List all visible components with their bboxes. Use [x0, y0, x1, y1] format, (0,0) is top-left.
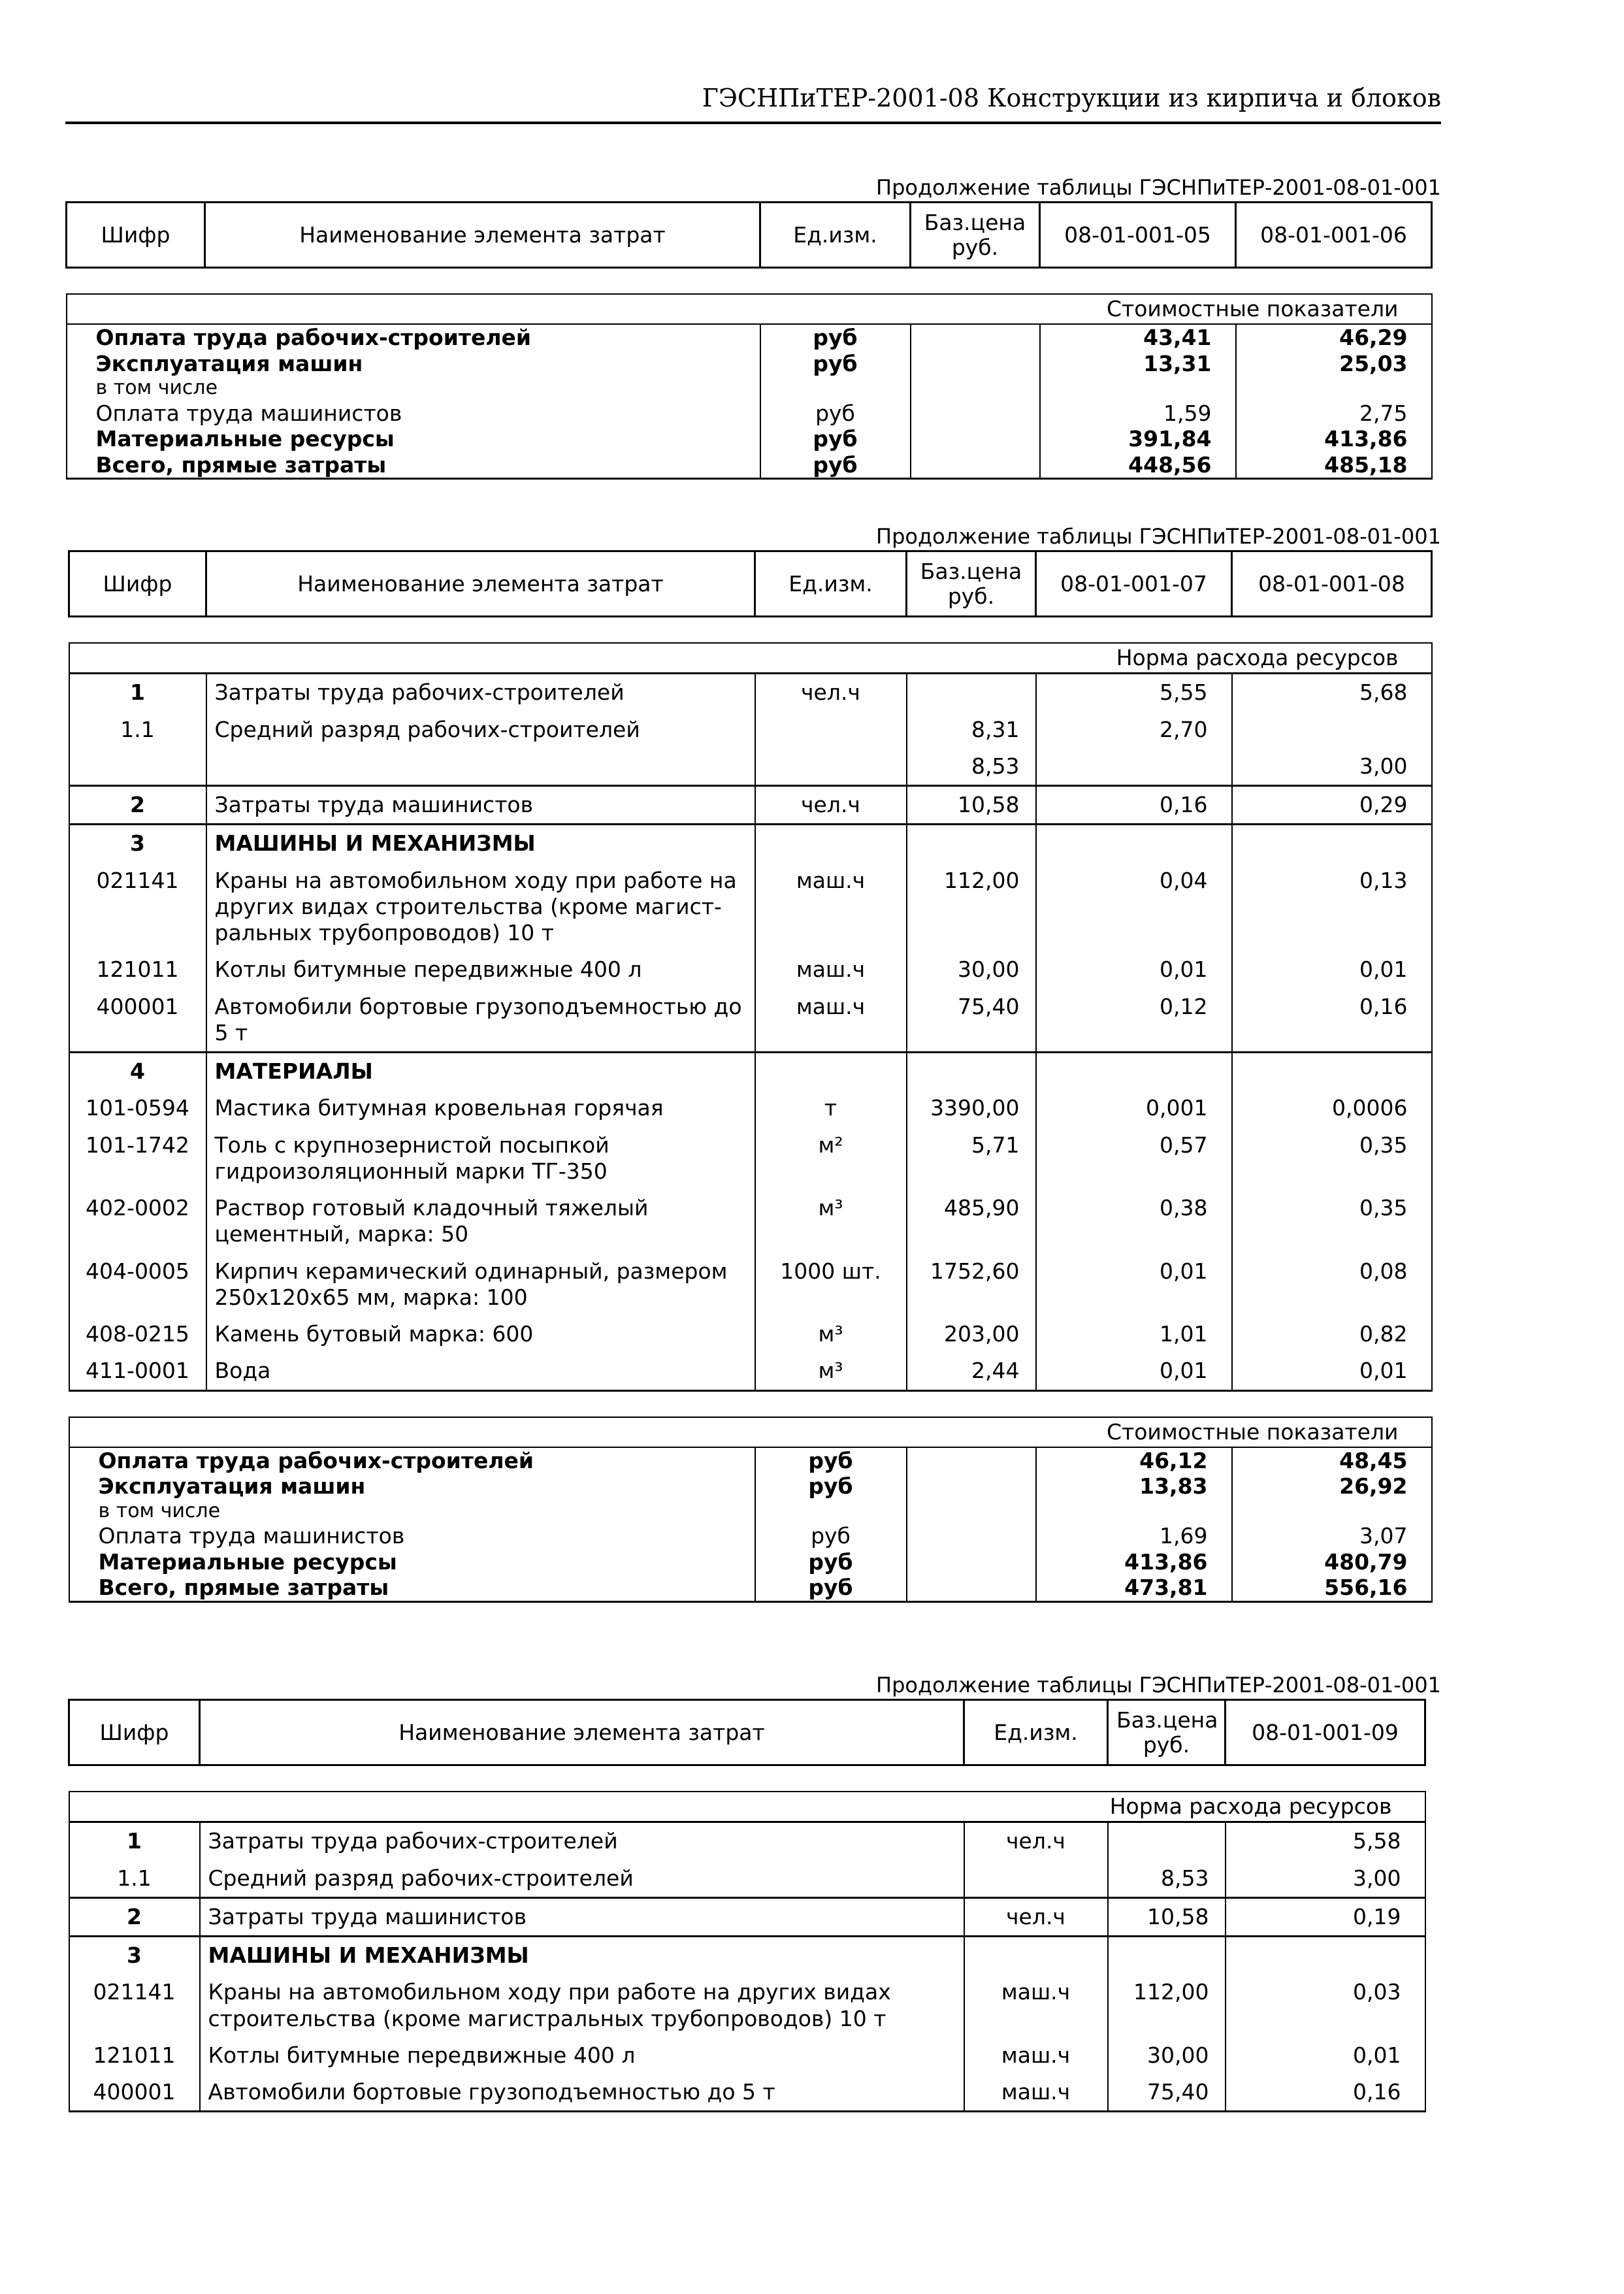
col-shifr: Шифр	[67, 203, 205, 268]
cost-name: Материальные ресурсы	[67, 426, 760, 452]
resource-value: 5,55	[1036, 674, 1232, 712]
resource-row	[69, 1053, 1432, 1090]
cost-name: Оплата труда машинистов	[67, 401, 760, 427]
resource-code: 101-1742	[69, 1127, 206, 1190]
resource-code: 3	[69, 825, 206, 862]
cost-row	[67, 376, 1432, 400]
resource-unit: 1000 шт.	[755, 1253, 907, 1317]
resource-value: 0,29	[1232, 786, 1432, 825]
cost-value: 480,79	[1232, 1549, 1432, 1575]
resource-row	[69, 712, 1432, 748]
cost-unit: руб	[760, 351, 911, 377]
resource-price: 1752,60	[907, 1253, 1036, 1317]
col-price: Баз.цена руб.	[911, 203, 1040, 268]
resource-name: Автомобили бортовые грузоподъемностью до 5 т	[200, 2074, 964, 2112]
cost-price	[907, 1575, 1036, 1601]
resource-value: 0,82	[1232, 1316, 1432, 1352]
resource-price: 3390,00	[907, 1090, 1036, 1126]
cost-row	[69, 1549, 1432, 1575]
resource-name: МАШИНЫ И МЕХАНИЗМЫ	[206, 825, 755, 862]
resource-price: 112,00	[1108, 1974, 1226, 2037]
resource-code: 1.1	[69, 712, 206, 748]
cost-row	[69, 1575, 1432, 1601]
resource-price: 75,40	[907, 989, 1036, 1053]
col-price: Баз.цена руб.	[907, 551, 1036, 617]
resource-unit: чел.ч	[755, 786, 907, 825]
resource-row	[69, 1190, 1432, 1253]
col-name: Наименование элемента затрат	[200, 1700, 964, 1765]
resource-unit: маш.ч	[964, 1974, 1108, 2037]
table-continuation-caption: Продолжение таблицы ГЭСНПиТЕР-2001-08-01-001	[876, 175, 1441, 200]
resource-unit	[964, 1860, 1108, 1898]
resource-name: Вода	[206, 1352, 755, 1390]
cost-price	[907, 1523, 1036, 1549]
resource-table-2	[68, 550, 1433, 1603]
resource-name: МАТЕРИАЛЫ	[206, 1053, 755, 1090]
cost-value: 13,31	[1040, 351, 1236, 377]
resource-unit: маш.ч	[755, 951, 907, 988]
resource-row	[69, 1860, 1425, 1898]
resource-value: 0,01	[1036, 1352, 1232, 1390]
col-code: 08-01-001-09	[1226, 1700, 1425, 1765]
resource-price: 8,53	[1108, 1860, 1226, 1898]
cost-unit: руб	[755, 1447, 907, 1474]
resource-unit	[964, 1937, 1108, 1974]
cost-value	[1036, 1499, 1232, 1523]
cost-unit: руб	[760, 324, 911, 351]
resource-name: Средний разряд рабочих-строителей	[200, 1860, 964, 1898]
resource-unit: маш.ч	[755, 862, 907, 952]
resource-row	[69, 862, 1432, 952]
cost-value: 485,18	[1236, 452, 1432, 479]
col-shifr: Шифр	[69, 551, 206, 617]
resource-value: 0,16	[1036, 786, 1232, 825]
resource-price	[907, 825, 1036, 862]
resource-code: 404-0005	[69, 1253, 206, 1317]
resource-price: 30,00	[907, 951, 1036, 988]
col-unit: Ед.изм.	[755, 551, 907, 617]
gap	[69, 1765, 1425, 1792]
page-header: ГЭСНПиТЕР-2001-08 Конструкции из кирпича и блоков	[65, 84, 1441, 124]
cost-value: 43,41	[1040, 324, 1236, 351]
resource-unit: чел.ч	[964, 1822, 1108, 1860]
resource-unit	[755, 712, 907, 748]
resource-row	[69, 1090, 1432, 1126]
resource-code	[69, 748, 206, 786]
resource-row	[69, 1937, 1425, 1974]
resource-name: МАШИНЫ И МЕХАНИЗМЫ	[200, 1937, 964, 1974]
resource-price: 8,31	[907, 712, 1036, 748]
resource-code: 021141	[69, 1974, 200, 2037]
resource-row	[69, 1897, 1425, 1936]
gap	[69, 617, 1432, 644]
resource-value	[1232, 825, 1432, 862]
col-unit: Ед.изм.	[760, 203, 911, 268]
resource-name: Краны на автомобильном ходу при работе на других видах строительства (кроме магист-ральных трубопроводов) 10 т	[206, 862, 755, 952]
cost-price	[907, 1447, 1036, 1474]
resource-value	[1232, 1053, 1432, 1090]
resource-row	[69, 825, 1432, 862]
cost-row	[67, 351, 1432, 377]
resource-row	[69, 2037, 1425, 2074]
resource-value: 0,57	[1036, 1127, 1232, 1190]
cost-value: 556,16	[1232, 1575, 1432, 1601]
resource-value: 0,04	[1036, 862, 1232, 952]
cost-value: 391,84	[1040, 426, 1236, 452]
col-name: Наименование элемента затрат	[205, 203, 760, 268]
resource-price: 5,71	[907, 1127, 1036, 1190]
resource-unit: м²	[755, 1127, 907, 1190]
cost-unit: руб	[755, 1575, 907, 1601]
resource-value: 3,00	[1232, 748, 1432, 786]
cost-value	[1236, 376, 1432, 400]
cost-value: 413,86	[1036, 1549, 1232, 1575]
cost-row	[69, 1473, 1432, 1499]
col-price: Баз.цена руб.	[1108, 1700, 1226, 1765]
cost-unit: руб	[755, 1523, 907, 1549]
resource-name: Толь с крупнозернистой посыпкой гидроизоляционный марки ТГ-350	[206, 1127, 755, 1190]
col-code: 08-01-001-05	[1040, 203, 1236, 268]
resource-value: 0,001	[1036, 1090, 1232, 1126]
band-norm: Норма расхода ресурсов	[69, 1792, 1425, 1822]
resource-price: 75,40	[1108, 2074, 1226, 2112]
cost-value: 473,81	[1036, 1575, 1232, 1601]
resource-value	[1232, 712, 1432, 748]
cost-unit: руб	[755, 1549, 907, 1575]
resource-unit	[755, 1053, 907, 1090]
cost-name: в том числе	[67, 376, 760, 400]
cost-price	[911, 351, 1040, 377]
resource-code: 121011	[69, 2037, 200, 2074]
resource-name: Камень бутовый марка: 600	[206, 1316, 755, 1352]
cost-value: 26,92	[1232, 1473, 1432, 1499]
cost-value: 413,86	[1236, 426, 1432, 452]
cost-value: 3,07	[1232, 1523, 1432, 1549]
band-cost: Стоимостные показатели	[69, 1417, 1432, 1447]
resource-row	[69, 989, 1432, 1053]
resource-code: 1	[69, 674, 206, 712]
table-continuation-caption: Продолжение таблицы ГЭСНПиТЕР-2001-08-01-001	[876, 1673, 1441, 1697]
resource-row	[69, 1127, 1432, 1190]
col-shifr: Шифр	[69, 1700, 200, 1765]
resource-price	[1108, 1822, 1226, 1860]
resource-name: Затраты труда машинистов	[206, 786, 755, 825]
resource-code: 400001	[69, 989, 206, 1053]
resource-row	[69, 2074, 1425, 2112]
resource-price	[907, 1053, 1036, 1090]
cost-value: 25,03	[1236, 351, 1432, 377]
resource-row	[69, 1253, 1432, 1317]
cost-name: Оплата труда рабочих-строителей	[67, 324, 760, 351]
cost-price	[907, 1499, 1036, 1523]
resource-name: Кирпич керамический одинарный, размером 250х120х65 мм, марка: 100	[206, 1253, 755, 1317]
resource-price: 203,00	[907, 1316, 1036, 1352]
gap	[67, 268, 1432, 295]
resource-price: 10,58	[907, 786, 1036, 825]
cost-row	[69, 1447, 1432, 1474]
resource-unit: маш.ч	[964, 2074, 1108, 2112]
resource-row	[69, 1822, 1425, 1860]
resource-code: 2	[69, 1897, 200, 1936]
resource-unit: чел.ч	[755, 674, 907, 712]
cost-value: 46,12	[1036, 1447, 1232, 1474]
cost-row	[67, 426, 1432, 452]
resource-name: Краны на автомобильном ходу при работе на других видах строительства (кроме магистральных трубопроводов) 10 т	[200, 1974, 964, 2037]
cost-unit: руб	[760, 401, 911, 427]
col-unit: Ед.изм.	[964, 1700, 1108, 1765]
resource-row	[69, 1352, 1432, 1390]
resource-value: 5,68	[1232, 674, 1432, 712]
cost-row	[67, 401, 1432, 427]
resource-code: 121011	[69, 951, 206, 988]
cost-value: 1,59	[1040, 401, 1236, 427]
resource-name: Котлы битумные передвижные 400 л	[206, 951, 755, 988]
resource-code: 101-0594	[69, 1090, 206, 1126]
resource-value: 0,0006	[1232, 1090, 1432, 1126]
resource-value: 0,01	[1232, 951, 1432, 988]
band-cost: Стоимостные показатели	[67, 294, 1432, 324]
resource-price: 112,00	[907, 862, 1036, 952]
cost-value	[1232, 1499, 1432, 1523]
cost-unit: руб	[760, 452, 911, 479]
resource-unit: м³	[755, 1316, 907, 1352]
resource-name: Средний разряд рабочих-строителей	[206, 712, 755, 748]
cost-row	[69, 1499, 1432, 1523]
resource-value: 0,16	[1232, 989, 1432, 1053]
cost-price	[911, 324, 1040, 351]
resource-value	[1036, 825, 1232, 862]
resource-value: 3,00	[1226, 1860, 1425, 1898]
resource-name: Автомобили бортовые грузоподъемностью до 5 т	[206, 989, 755, 1053]
resource-code: 1	[69, 1822, 200, 1860]
cost-name: Эксплуатация машин	[69, 1473, 755, 1499]
resource-code: 021141	[69, 862, 206, 952]
resource-name: Затраты труда машинистов	[200, 1897, 964, 1936]
resource-price	[907, 674, 1036, 712]
cost-value: 1,69	[1036, 1523, 1232, 1549]
resource-unit: м³	[755, 1190, 907, 1253]
cost-row	[69, 1523, 1432, 1549]
cost-unit	[760, 376, 911, 400]
cost-unit: руб	[760, 426, 911, 452]
cost-name: Всего, прямые затраты	[69, 1575, 755, 1601]
resource-row	[69, 674, 1432, 712]
cost-unit: руб	[755, 1473, 907, 1499]
resource-name: Затраты труда рабочих-строителей	[200, 1822, 964, 1860]
col-code: 08-01-001-08	[1232, 551, 1432, 617]
resource-row	[69, 748, 1432, 786]
resource-name: Котлы битумные передвижные 400 л	[200, 2037, 964, 2074]
cost-row	[67, 452, 1432, 479]
resource-name: Мастика битумная кровельная горячая	[206, 1090, 755, 1126]
resource-value: 0,35	[1232, 1127, 1432, 1190]
resource-price: 2,44	[907, 1352, 1036, 1390]
gap	[69, 1390, 1432, 1417]
resource-value: 1,01	[1036, 1316, 1232, 1352]
band-norm: Норма расхода ресурсов	[69, 643, 1432, 674]
resource-value: 0,16	[1226, 2074, 1425, 2112]
cost-table-1	[65, 201, 1433, 480]
resource-price	[1108, 1937, 1226, 1974]
resource-value	[1036, 748, 1232, 786]
resource-price: 30,00	[1108, 2037, 1226, 2074]
col-code: 08-01-001-07	[1036, 551, 1232, 617]
cost-unit	[755, 1499, 907, 1523]
resource-code: 1.1	[69, 1860, 200, 1898]
cost-value	[1040, 376, 1236, 400]
resource-value: 0,13	[1232, 862, 1432, 952]
resource-unit	[755, 825, 907, 862]
cost-value: 46,29	[1236, 324, 1432, 351]
cost-price	[911, 376, 1040, 400]
resource-price: 485,90	[907, 1190, 1036, 1253]
cost-price	[911, 426, 1040, 452]
cost-name: Эксплуатация машин	[67, 351, 760, 377]
resource-value: 0,19	[1226, 1897, 1425, 1936]
resource-name: Раствор готовый кладочный тяжелый цементный, марка: 50	[206, 1190, 755, 1253]
resource-value: 5,58	[1226, 1822, 1425, 1860]
resource-value: 2,70	[1036, 712, 1232, 748]
resource-unit: м³	[755, 1352, 907, 1390]
cost-price	[911, 401, 1040, 427]
col-code: 08-01-001-06	[1236, 203, 1432, 268]
cost-row	[67, 324, 1432, 351]
cost-name: Оплата труда рабочих-строителей	[69, 1447, 755, 1474]
resource-name	[206, 748, 755, 786]
cost-price	[911, 452, 1040, 479]
resource-unit: т	[755, 1090, 907, 1126]
table-continuation-caption: Продолжение таблицы ГЭСНПиТЕР-2001-08-01-001	[876, 524, 1441, 549]
resource-code: 402-0002	[69, 1190, 206, 1253]
resource-row	[69, 1974, 1425, 2037]
resource-code: 408-0215	[69, 1316, 206, 1352]
resource-value: 0,08	[1232, 1253, 1432, 1317]
resource-value	[1226, 1937, 1425, 1974]
resource-unit	[755, 748, 907, 786]
resource-value: 0,01	[1232, 1352, 1432, 1390]
cost-value: 48,45	[1232, 1447, 1432, 1474]
resource-row	[69, 786, 1432, 825]
cost-value: 2,75	[1236, 401, 1432, 427]
resource-value: 0,38	[1036, 1190, 1232, 1253]
resource-value	[1036, 1053, 1232, 1090]
cost-value: 448,56	[1040, 452, 1236, 479]
cost-name: Оплата труда машинистов	[69, 1523, 755, 1549]
resource-unit: маш.ч	[755, 989, 907, 1053]
resource-value: 0,12	[1036, 989, 1232, 1053]
resource-code: 400001	[69, 2074, 200, 2112]
resource-value: 0,01	[1036, 951, 1232, 988]
resource-code: 3	[69, 1937, 200, 1974]
cost-price	[907, 1473, 1036, 1499]
resource-code: 411-0001	[69, 1352, 206, 1390]
resource-price: 8,53	[907, 748, 1036, 786]
resource-name: Затраты труда рабочих-строителей	[206, 674, 755, 712]
resource-unit: маш.ч	[964, 2037, 1108, 2074]
cost-name: в том числе	[69, 1499, 755, 1523]
resource-value: 0,35	[1232, 1190, 1432, 1253]
resource-price: 10,58	[1108, 1897, 1226, 1936]
resource-row	[69, 951, 1432, 988]
resource-row	[69, 1316, 1432, 1352]
cost-value: 13,83	[1036, 1473, 1232, 1499]
cost-name: Материальные ресурсы	[69, 1549, 755, 1575]
resource-value: 0,01	[1226, 2037, 1425, 2074]
resource-code: 2	[69, 786, 206, 825]
resource-table-3	[68, 1699, 1426, 2112]
resource-value: 0,03	[1226, 1974, 1425, 2037]
resource-unit: чел.ч	[964, 1897, 1108, 1936]
cost-name: Всего, прямые затраты	[67, 452, 760, 479]
resource-value: 0,01	[1036, 1253, 1232, 1317]
resource-code: 4	[69, 1053, 206, 1090]
col-name: Наименование элемента затрат	[206, 551, 755, 617]
cost-price	[907, 1549, 1036, 1575]
